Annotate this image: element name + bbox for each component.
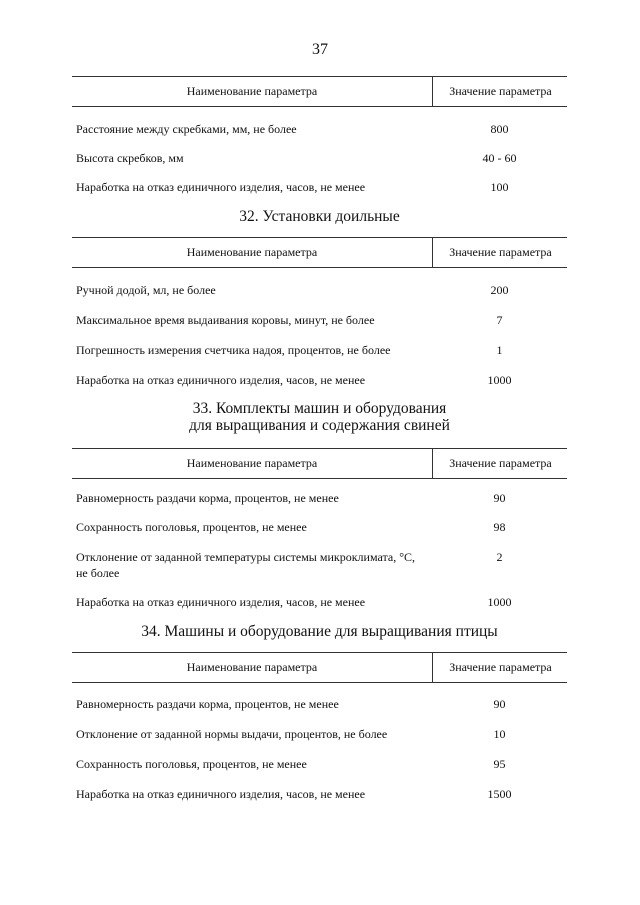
row-parameter-value: 1	[496, 343, 503, 357]
header-parameter-name: Наименование параметра	[186, 456, 318, 470]
row-parameter-name: Ручной додой, мл, не более	[76, 283, 216, 297]
row-parameter-value: 100	[490, 180, 509, 194]
row-parameter-name: Сохранность поголовья, процентов, не менее	[76, 520, 307, 534]
parameter-table	[72, 448, 567, 609]
section-title-line-2: для выращивания и содержания свиней	[189, 417, 450, 434]
table-header	[72, 76, 567, 107]
header-parameter-value: Значение параметра	[432, 238, 568, 267]
row-parameter-name: Сохранность поголовья, процентов, не менее	[76, 757, 307, 771]
row-parameter-name: Максимальное время выдаивания коровы, минут, не более	[76, 313, 375, 327]
row-parameter-value: 95	[493, 757, 506, 771]
row-parameter-value: 800	[490, 122, 509, 136]
header-parameter-value: Значение параметра	[432, 653, 568, 682]
header-parameter-name: Наименование параметра	[186, 245, 318, 259]
row-parameter-value: 98	[493, 520, 506, 534]
section-title: 34. Машины и оборудование для выращивания птицы	[141, 623, 498, 640]
section-title-line-1: 33. Комплекты машин и оборудования	[192, 400, 447, 417]
row-parameter-value: 1500	[487, 787, 512, 801]
row-parameter-value: 7	[496, 313, 503, 327]
header-parameter-name: Наименование параметра	[186, 84, 318, 98]
row-parameter-value: 2	[496, 550, 503, 564]
row-parameter-name: Наработка на отказ единичного изделия, часов, не менее	[76, 595, 366, 609]
row-parameter-name: Погрешность измерения счетчика надоя, процентов, не более	[76, 343, 391, 357]
row-parameter-value: 40 - 60	[482, 151, 517, 165]
header-parameter-value: Значение параметра	[432, 77, 568, 106]
row-parameter-value: 90	[493, 491, 506, 505]
row-parameter-value: 1000	[487, 595, 512, 609]
row-parameter-value: 90	[493, 697, 506, 711]
row-parameter-name: Наработка на отказ единичного изделия, часов, не менее	[76, 373, 366, 387]
row-parameter-name: Отклонение от заданной температуры системы микроклимата, °С, не более	[76, 550, 416, 580]
table-header	[72, 237, 567, 268]
table-header	[72, 448, 567, 479]
row-parameter-name: Наработка на отказ единичного изделия, часов, не менее	[76, 787, 366, 801]
page-number: 37	[312, 41, 328, 58]
header-parameter-value: Значение параметра	[432, 449, 568, 478]
parameter-table	[72, 76, 567, 194]
row-parameter-value: 10	[493, 727, 506, 741]
row-parameter-name: Расстояние между скребками, мм, не более	[76, 122, 297, 136]
header-parameter-name: Наименование параметра	[186, 660, 318, 674]
parameter-table	[72, 652, 567, 801]
table-header	[72, 652, 567, 683]
row-parameter-name: Равномерность раздачи корма, процентов, не менее	[76, 491, 339, 505]
row-parameter-name: Отклонение от заданной нормы выдачи, процентов, не более	[76, 727, 388, 741]
row-parameter-name: Наработка на отказ единичного изделия, часов, не менее	[76, 180, 366, 194]
row-parameter-name: Высота скребков, мм	[76, 151, 184, 165]
section-title: 32. Установки доильные	[239, 208, 400, 225]
row-parameter-value: 1000	[487, 373, 512, 387]
row-parameter-name: Равномерность раздачи корма, процентов, не менее	[76, 697, 339, 711]
row-parameter-value: 200	[490, 283, 509, 297]
parameter-table	[72, 237, 567, 387]
